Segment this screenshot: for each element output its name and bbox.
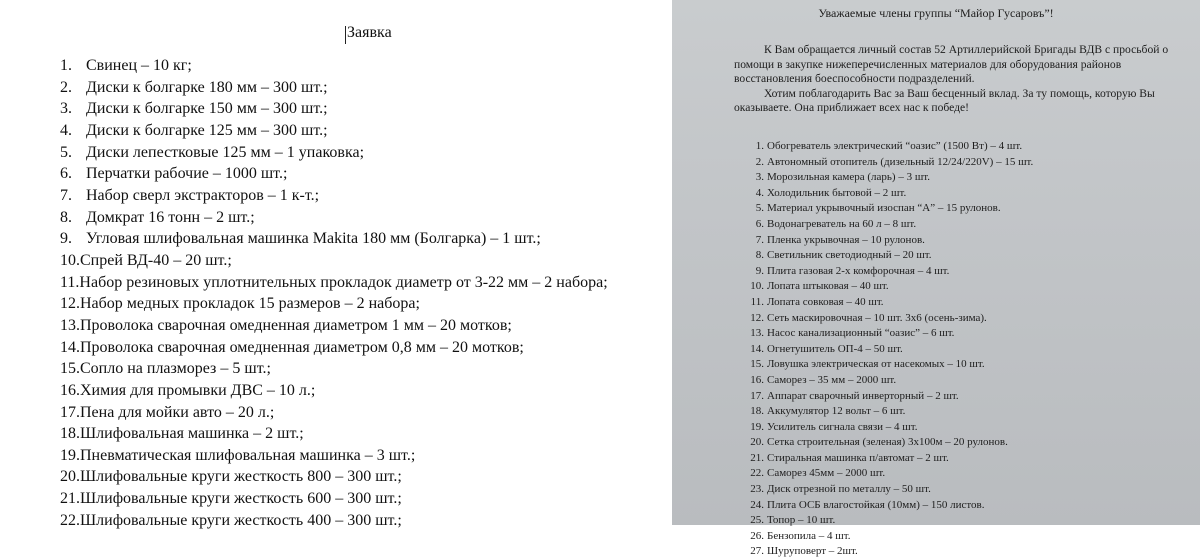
list-item <box>747 186 1033 202</box>
list-item <box>747 155 1033 171</box>
list-item <box>60 358 608 380</box>
scanned-letter-photo <box>672 0 1200 558</box>
item-text: Шлифовальные круги жесткость 800 – 300 шт.; <box>80 468 402 486</box>
list-item <box>747 139 1033 155</box>
item-text: Топор – 10 шт. <box>767 514 836 527</box>
item-text: Пневматическая шлифовальная машинка – 3 шт.; <box>80 446 416 464</box>
item-number: 15. <box>60 360 80 378</box>
item-text: Светильник светодиодный – 20 шт. <box>767 249 932 262</box>
item-text: Сопло на плазморез – 5 шт.; <box>80 360 271 378</box>
item-number: 16. <box>60 381 80 399</box>
item-number: 21. <box>60 490 80 508</box>
list-item <box>747 201 1033 217</box>
item-number: 8. <box>755 249 764 262</box>
list-item <box>60 445 608 467</box>
item-text: Аккумулятор 12 вольт – 6 шт. <box>767 405 906 418</box>
list-item <box>60 228 608 250</box>
item-text: Плита ОСБ влагостойкая (10мм) – 150 листов. <box>767 498 985 511</box>
item-text: Шлифовальные круги жесткость 400 – 300 шт.; <box>80 511 402 529</box>
letter-intro <box>734 43 1174 116</box>
item-text: Свинец – 10 кг; <box>86 57 192 74</box>
item-number: 15. <box>750 358 764 371</box>
list-item <box>747 498 1033 514</box>
item-text: Саморез – 35 мм – 2000 шт. <box>767 373 897 386</box>
item-number: 19. <box>60 446 80 464</box>
intro-paragraph: Хотим поблагодарить Вас за Ваш бесценный вклад. За ту помощь, которую Вы оказываете. Она приближает всех нас к победе! <box>734 86 1155 114</box>
item-text: Шлифовальные круги жесткость 600 – 300 шт.; <box>80 490 402 508</box>
list-item <box>747 513 1033 529</box>
text-cursor <box>345 26 346 44</box>
item-text: Стиральная машинка п/автомат – 2 шт. <box>767 451 949 464</box>
item-number: 3. <box>60 100 72 118</box>
list-item <box>60 402 608 424</box>
list-item <box>747 217 1033 233</box>
list-item <box>60 380 608 402</box>
list-item <box>60 120 608 142</box>
item-number: 23. <box>750 483 764 496</box>
item-text: Водонагреватель на 60 л – 8 шт. <box>767 217 917 230</box>
request-item-list <box>60 55 608 531</box>
item-number: 12. <box>750 311 764 324</box>
item-text: Угловая шлифовальная машинка Makita 180 мм (Болгарка) – 1 шт.; <box>86 230 541 248</box>
item-number: 16. <box>750 373 764 386</box>
item-text: Ловушка электрическая от насекомых – 10 шт. <box>767 358 985 371</box>
list-item <box>60 423 608 445</box>
item-number: 20. <box>750 436 764 449</box>
list-item <box>747 389 1033 405</box>
item-number: 8. <box>60 208 72 226</box>
item-number: 4. <box>755 186 764 199</box>
item-text: Морозильная камера (ларь) – 3 шт. <box>767 171 931 184</box>
item-number: 17. <box>60 403 80 421</box>
item-number: 5. <box>755 202 764 215</box>
list-item <box>747 170 1033 186</box>
item-number: 21. <box>750 451 764 464</box>
list-item <box>747 544 1033 560</box>
item-number: 11. <box>750 295 764 308</box>
item-number: 17. <box>750 389 764 402</box>
item-number: 6. <box>755 217 764 230</box>
list-item <box>60 488 608 510</box>
item-number: 14. <box>60 338 80 356</box>
item-text: Плита газовая 2-х комфорочная – 4 шт. <box>767 264 950 277</box>
item-number: 3. <box>755 171 764 184</box>
item-text: Саморез 45мм – 2000 шт. <box>767 467 886 480</box>
list-item <box>747 264 1033 280</box>
list-item <box>747 342 1033 358</box>
item-number: 1. <box>755 140 764 152</box>
item-text: Лопата совковая – 40 шт. <box>767 295 884 308</box>
item-number: 18. <box>750 405 764 418</box>
item-number: 2. <box>60 78 72 96</box>
item-number: 22. <box>60 511 80 529</box>
item-number: 10. <box>750 280 764 293</box>
list-item <box>60 207 608 229</box>
item-number: 9. <box>755 264 764 277</box>
list-item <box>60 55 608 77</box>
list-item <box>747 404 1033 420</box>
item-text: Диски лепестковые 125 мм – 1 упаковка; <box>86 143 365 161</box>
item-text: Диски к болгарке 180 мм – 300 шт.; <box>86 78 328 96</box>
item-text: Огнетушитель ОП-4 – 50 шт. <box>767 342 903 355</box>
item-number: 12. <box>60 295 80 313</box>
list-item <box>747 279 1033 295</box>
item-text: Набор резиновых уплотнительных прокладок диаметр от 3-22 мм – 2 набора; <box>79 273 608 291</box>
list-item <box>747 451 1033 467</box>
list-item <box>60 163 608 185</box>
item-text: Материал укрывочный изоспан “А” – 15 рулонов. <box>767 202 1001 215</box>
list-item <box>60 466 608 488</box>
item-text: Проволока сварочная омедненная диаметром 1 мм – 20 мотков; <box>80 316 512 334</box>
item-number: 7. <box>755 233 764 246</box>
document-title: Заявка <box>347 24 392 41</box>
list-item <box>747 311 1033 327</box>
list-item <box>747 466 1033 482</box>
item-number: 25. <box>750 514 764 527</box>
item-text: Перчатки рабочие – 1000 шт.; <box>86 165 288 183</box>
item-number: 13. <box>750 327 764 340</box>
list-item <box>60 315 608 337</box>
item-number: 24. <box>750 498 764 511</box>
item-number: 7. <box>60 186 72 204</box>
item-number: 13. <box>60 316 80 334</box>
item-text: Шлифовальная машинка – 2 шт.; <box>80 425 304 443</box>
item-number: 6. <box>60 165 72 183</box>
item-text: Пленка укрывочная – 10 рулонов. <box>767 233 925 246</box>
item-text: Бензопила – 4 шт. <box>767 529 851 542</box>
item-number: 27. <box>750 545 764 558</box>
list-item <box>747 529 1033 545</box>
item-text: Диски к болгарке 150 мм – 300 шт.; <box>86 100 328 118</box>
item-text: Проволока сварочная омедненная диаметром 0,8 мм – 20 мотков; <box>80 338 524 356</box>
list-item <box>747 435 1033 451</box>
item-number: 18. <box>60 425 80 443</box>
item-number: 9. <box>60 230 72 248</box>
letter-item-list <box>747 139 1033 560</box>
item-text: Усилитель сигнала связи – 4 шт. <box>767 420 918 433</box>
item-number: 26. <box>750 529 764 542</box>
item-number: 5. <box>60 143 72 161</box>
item-text: Лопата штыковая – 40 шт. <box>767 280 889 293</box>
item-number: 4. <box>60 121 72 139</box>
item-text: Пена для мойки авто – 20 л.; <box>80 403 275 421</box>
item-number: 2. <box>755 155 764 168</box>
list-item <box>747 248 1033 264</box>
item-number: 19. <box>750 420 764 433</box>
list-item <box>60 98 608 120</box>
list-item <box>747 373 1033 389</box>
list-item <box>747 326 1033 342</box>
item-text: Обогреватель электрический “оазис” (1500 Вт) – 4 шт. <box>767 140 1023 152</box>
list-item <box>747 482 1033 498</box>
list-item <box>747 357 1033 373</box>
list-item <box>747 295 1033 311</box>
item-text: Спрей ВД-40 – 20 шт.; <box>80 251 232 269</box>
item-text: Набор сверл экстракторов – 1 к-т.; <box>86 186 320 204</box>
letter-greeting: Уважаемые члены группы “Майор Гусаровъ”! <box>818 6 1054 20</box>
item-text: Автономный отопитель (дизельный 12/24/220V) – 15 шт. <box>767 155 1034 168</box>
item-number: 11. <box>60 273 80 291</box>
item-number: 10. <box>60 251 80 269</box>
list-item <box>60 337 608 359</box>
item-text: Сетка строительная (зеленая) 3х100м – 20 рулонов. <box>767 436 1008 449</box>
item-text: Сеть маскировочная – 10 шт. 3х6 (осень-зима). <box>767 311 987 324</box>
item-number: 1. <box>60 57 72 74</box>
list-item <box>60 510 608 532</box>
item-text: Набор медных прокладок 15 размеров – 2 набора; <box>80 295 420 313</box>
item-text: Аппарат сварочный инверторный – 2 шт. <box>767 389 959 402</box>
item-text: Диски к болгарке 125 мм – 300 шт.; <box>86 121 328 139</box>
list-item <box>747 420 1033 436</box>
list-item <box>60 77 608 99</box>
item-text: Химия для промывки ДВС – 10 л.; <box>80 381 316 399</box>
list-item <box>60 272 608 294</box>
list-item <box>60 293 608 315</box>
list-item <box>747 233 1033 249</box>
item-text: Диск отрезной по металлу – 50 шт. <box>767 483 931 496</box>
item-number: 14. <box>750 342 764 355</box>
item-text: Насос канализационный “оазис” – 6 шт. <box>767 327 955 340</box>
item-text: Домкрат 16 тонн – 2 шт.; <box>86 208 255 226</box>
list-item <box>60 250 608 272</box>
item-text: Холодильник бытовой – 2 шт. <box>767 186 907 199</box>
item-text: Шуруповерт – 2шт. <box>767 545 858 558</box>
intro-paragraph: К Вам обращается личный состав 52 Артиллерийской Бригады ВДВ с просьбой о помощи в закупке нижеперечисленных материалов для оборудования районов восстановления боеспособности подразделений. <box>734 43 1169 85</box>
item-number: 20. <box>60 468 80 486</box>
list-item <box>60 185 608 207</box>
list-item <box>60 142 608 164</box>
item-number: 22. <box>750 467 764 480</box>
